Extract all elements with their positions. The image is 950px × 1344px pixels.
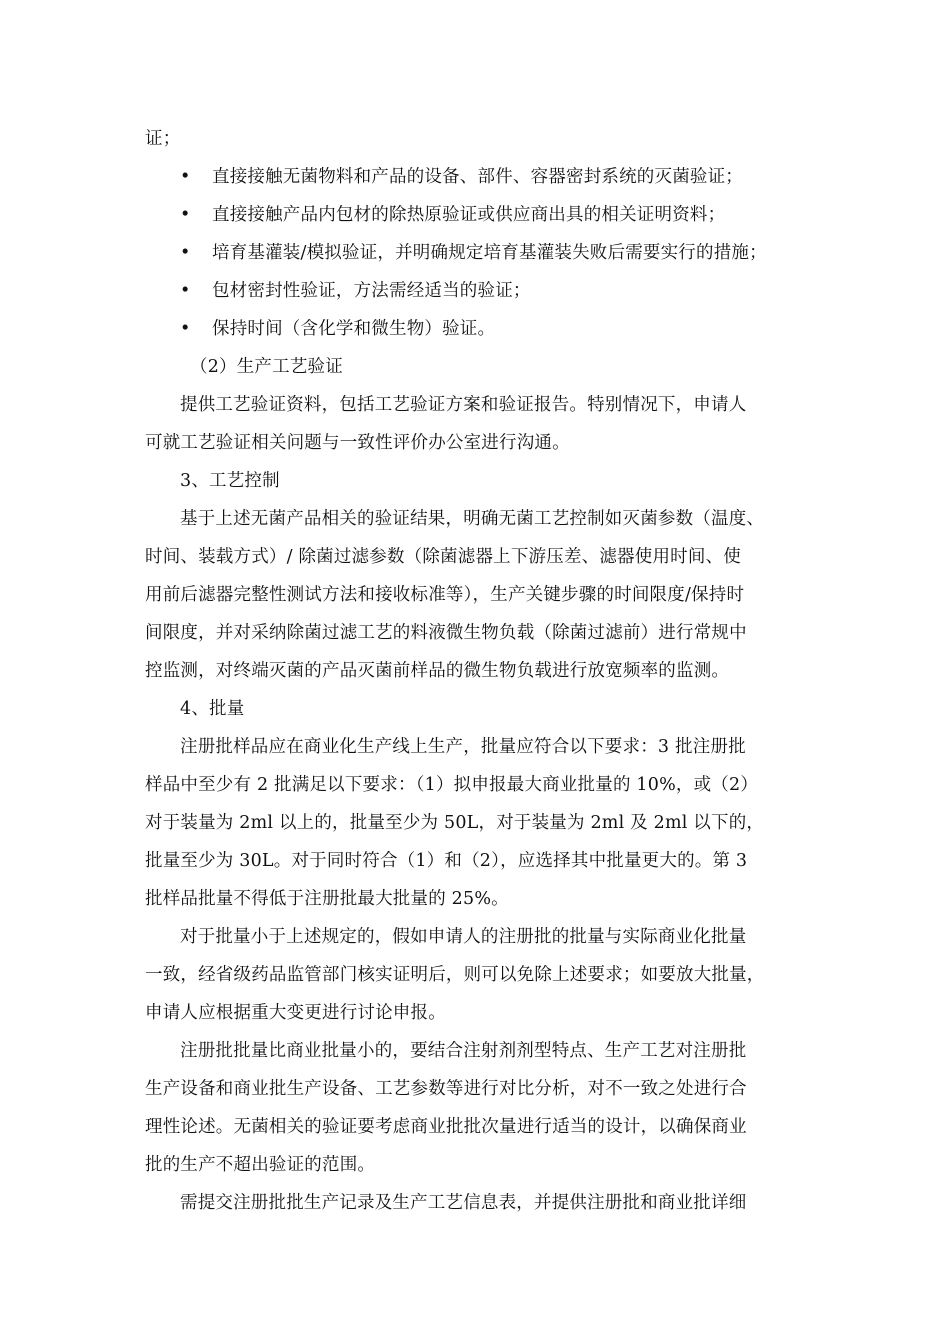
bullet-item <box>180 280 531 302</box>
section-4-para2-line: 申请人应根据重大变更进行讨论申报。 <box>145 1003 446 1023</box>
section-4-para2-line: 一致，经省级药品监管部门核实证明后，则可以免除上述要求；如要放大批量， <box>145 965 765 985</box>
section-4-heading: 4、批量 <box>180 699 245 719</box>
continuation-text: 证； <box>145 129 181 149</box>
section-4-para1-line: 注册批样品应在商业化生产线上生产，批量应符合以下要求：3 批注册批 <box>180 737 746 757</box>
bullet-text: 直接接触产品内包材的除热原验证或供应商出具的相关证明资料； <box>212 205 726 225</box>
section-2-heading: （2）生产工艺验证 <box>190 357 343 377</box>
section-3-line: 时间、装载方式）/ 除菌过滤参数（除菌滤器上下游压差、滤器使用时间、使 <box>145 547 741 567</box>
section-3-heading: 3、工艺控制 <box>180 471 280 491</box>
section-4-para4-line: 需提交注册批批生产记录及生产工艺信息表，并提供注册批和商业批详细 <box>180 1193 747 1213</box>
section-4-para1-line: 批量至少为 30L。对于同时符合（1）和（2），应选择其中批量更大的。第 3 <box>145 851 748 871</box>
section-3-line: 用前后滤器完整性测试方法和接收标准等），生产关键步骤的时间限度/保持时 <box>145 585 745 605</box>
section-4-para1-line: 批样品批量不得低于注册批最大批量的 25%。 <box>145 889 509 909</box>
section-4-para3-line: 生产设备和商业批生产设备、工艺参数等进行对比分析，对不一致之处进行合 <box>145 1079 747 1099</box>
section-4-para1-line: 样品中至少有 2 批满足以下要求：（1）拟申报最大商业批量的 10%，或（2） <box>145 775 759 795</box>
section-4-para3-line: 注册批批量比商业批量小的，要结合注射剂剂型特点、生产工艺对注册批 <box>180 1041 747 1061</box>
section-3-line: 控监测，对终端灭菌的产品灭菌前样品的微生物负载进行放宽频率的监测。 <box>145 661 730 681</box>
bullet-item <box>180 166 743 188</box>
section-2-line: 提供工艺验证资料，包括工艺验证方案和验证报告。特别情况下，申请人 <box>180 395 747 415</box>
bullet-item <box>180 242 767 264</box>
section-3-line: 基于上述无菌产品相关的验证结果，明确无菌工艺控制如灭菌参数（温度、 <box>180 509 765 529</box>
bullet-icon: • <box>180 205 191 225</box>
bullet-text: 直接接触无菌物料和产品的设备、部件、容器密封系统的灭菌验证； <box>212 167 743 187</box>
bullet-icon: • <box>180 243 191 263</box>
bullet-text: 保持时间（含化学和微生物）验证。 <box>212 319 496 339</box>
bullet-item <box>180 318 495 340</box>
section-4-para3-line: 理性论述。无菌相关的验证要考虑商业批批次量进行适当的设计，以确保商业 <box>145 1117 747 1137</box>
bullet-item <box>180 204 725 226</box>
bullet-icon: • <box>180 281 191 301</box>
section-4-para2-line: 对于批量小于上述规定的，假如申请人的注册批的批量与实际商业化批量 <box>180 927 747 947</box>
bullet-text: 包材密封性验证，方法需经适当的验证； <box>212 281 531 301</box>
section-4-para3-line: 批的生产不超出验证的范围。 <box>145 1155 376 1175</box>
bullet-icon: • <box>180 319 191 339</box>
section-3-line: 间限度，并对采纳除菌过滤工艺的料液微生物负载（除菌过滤前）进行常规中 <box>145 623 747 643</box>
bullet-icon: • <box>180 167 191 187</box>
bullet-text: 培育基灌装/模拟验证，并明确规定培育基灌装失败后需要实行的措施； <box>212 243 767 263</box>
section-4-para1-line: 对于装量为 2ml 以上的，批量至少为 50L，对于装量为 2ml 及 2ml 以下的， <box>145 813 765 833</box>
section-2-line: 可就工艺验证相关问题与一致性评价办公室进行沟通。 <box>145 433 570 453</box>
